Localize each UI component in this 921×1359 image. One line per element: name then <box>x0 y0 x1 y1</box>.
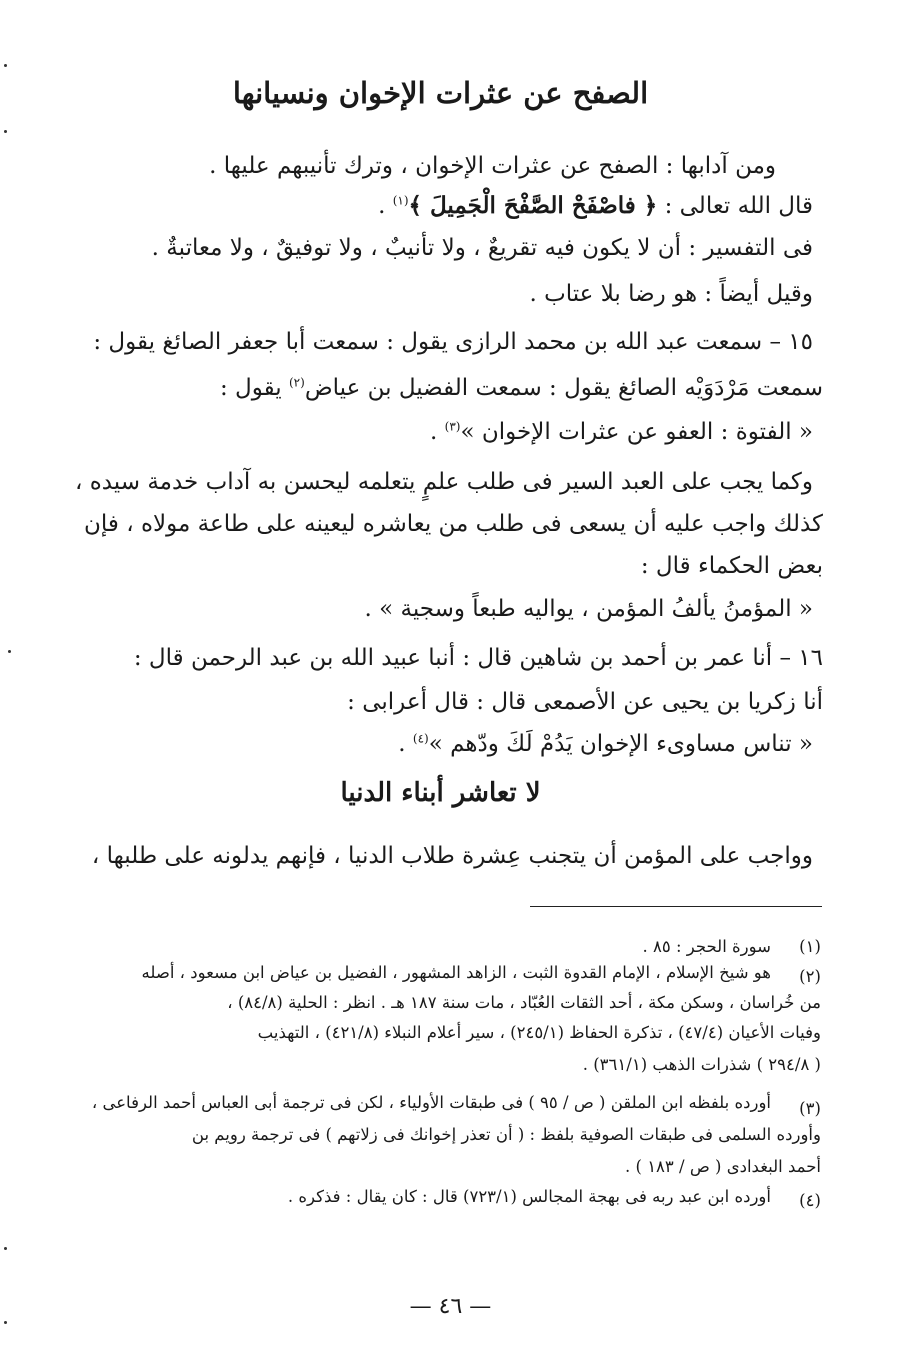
footnote-ref-3[interactable]: (٣) <box>444 419 461 434</box>
scan-speck <box>4 1321 7 1324</box>
body-line-9: وواجب على المؤمن أن يتجنب عِشرة طلاب الدنيا ، فإنهم يدلونه على طلبها ، <box>91 843 813 869</box>
body-line-2: قال الله تعالى : ﴿ فاصْفَحْ الصَّفْحَ الْجَمِيلَ ﴾$^{(١)}$ . <box>378 192 813 219</box>
hadith-16-line-1: ١٦ – أنا عمر بن أحمد بن شاهين قال : أنبا عبيد الله بن عبد الرحمن قال : <box>133 645 823 671</box>
footnote-ref-1[interactable]: (١) <box>392 193 409 208</box>
footnote-divider <box>530 906 822 907</box>
footnote-ref-4[interactable]: (٤) <box>412 731 429 746</box>
page-number: — ٤٦ — <box>409 1294 492 1319</box>
footnote-2-line-1: هو شيخ الإسلام ، الإمام القدوة الثبت ، الزاهد المشهور ، الفضيل بن عياض ابن مسعود ، أصله <box>141 963 771 982</box>
footnote-2-line-4: ( ٢٩٤/٨ ) شذرات الذهب (٣٦١/١) . <box>582 1055 821 1074</box>
page-title: الصفح عن عثرات الإخوان ونسيانها <box>232 76 649 110</box>
scan-speck <box>4 64 7 67</box>
footnote-number-4: (٤) <box>799 1191 821 1210</box>
hadith-16-quote: « تناس مساوىء الإخوان يَدُمْ لَكَ ودّهم »$^{(٤)}$ . <box>398 731 813 757</box>
footnote-number-3: (٣) <box>799 1099 821 1118</box>
scan-speck <box>4 130 7 133</box>
footnote-3-line-3: أحمد البغدادى ( ص / ١٨٣ ) . <box>625 1157 821 1176</box>
body-line-4: وقيل أيضاً : هو رضا بلا عتاب . <box>529 281 813 307</box>
hadith-16-line-2: أنا زكريا بن يحيى عن الأصمعى قال : قال أعرابى : <box>347 689 823 715</box>
hadith-15-line-2: سمعت مَرْدَوَيْه الصائغ يقول : سمعت الفضيل بن عياض$^{(٢)}$ يقول : <box>219 375 823 401</box>
footnote-number-1: (١) <box>799 937 821 956</box>
body-line-5: وكما يجب على العبد السير فى طلب علمٍ يتعلمه ليحسن به آداب خدمة سيده ، <box>74 469 813 495</box>
body-line-6: كذلك واجب عليه أن يسعى فى طلب من يعاشره ليعينه على طاعة مولاه ، فإن <box>84 511 823 537</box>
body-line-1: ومن آدابها : الصفح عن عثرات الإخوان ، وترك تأنيبهم عليها . <box>209 153 776 179</box>
footnote-4-line-1: أورده ابن عبد ربه فى بهجة المجالس (٧٢٣/١) قال : كان يقال : فذكره . <box>287 1187 771 1206</box>
footnote-1-line-1: سورة الحجر : ٨٥ . <box>642 937 771 956</box>
hadith-15-line-1: ١٥ – سمعت عبد الله بن محمد الرازى يقول : سمعت أبا جعفر الصائغ يقول : <box>93 329 813 355</box>
scan-speck <box>8 650 11 653</box>
section-subtitle: لا تعاشر أبناء الدنيا <box>340 778 541 808</box>
body-line-7: بعض الحكماء قال : <box>640 553 823 579</box>
scan-speck <box>4 1247 7 1250</box>
footnote-3-line-1: أورده بلفظه ابن الملقن ( ص / ٩٥ ) فى طبقات الأولياء ، لكن فى ترجمة أبى العباس أحمد الرفاعى ، <box>91 1093 771 1112</box>
body-line-3: فى التفسير : أن لا يكون فيه تقريعٌ ، ولا تأنيبٌ ، ولا توفيقٌ ، ولا معاتبةٌ . <box>151 235 813 261</box>
footnote-2-line-2: من خُراسان ، وسكن مكة ، أحد الثقات العُبّاد ، مات سنة ١٨٧ هـ . انظر : الحلية (٨٤/٨) ، <box>227 993 821 1012</box>
hadith-15-quote: « الفتوة : العفو عن عثرات الإخوان »$^{(٣)}$ . <box>430 419 813 445</box>
footnote-number-2: (٢) <box>799 967 821 986</box>
footnote-ref-2[interactable]: (٢) <box>288 375 305 390</box>
quran-verse: ﴿ فاصْفَحْ الصَّفْحَ الْجَمِيلَ ﴾ <box>408 192 658 219</box>
footnote-2-line-3: وفيات الأعيان (٤٧/٤) ، تذكرة الحفاظ (٢٤٥/١) ، سير أعلام النبلاء (٤٢١/٨) ، التهذيب <box>257 1023 821 1042</box>
footnote-3-line-2: وأورده السلمى فى طبقات الصوفية بلفظ : ( أن تعذر إخوانك فى زلاتهم ) فى ترجمة رويم بن <box>191 1125 821 1144</box>
body-line-8: « المؤمنُ يألفُ المؤمن ، يواليه طبعاً وسجية » . <box>364 596 813 622</box>
